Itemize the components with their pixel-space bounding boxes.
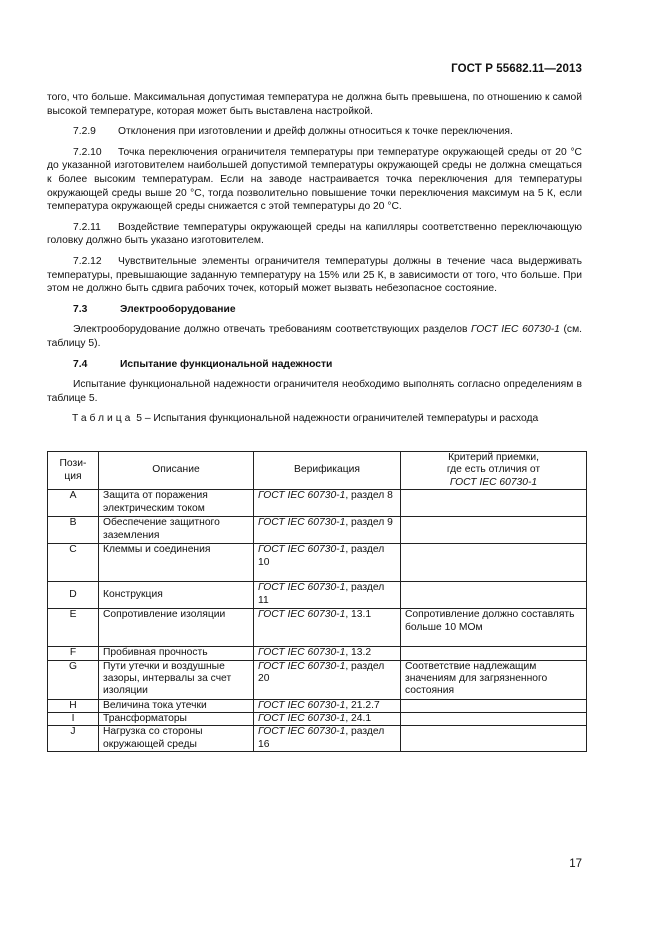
table-row [48,660,587,699]
clause-text: Точка переключения ограничителя температуры при температуре окружающей среды от 20 °С до указанной изготовителем наибольшей допустимой температуры окружающей среды не должна смещаться к более высоким температурам. Если на заводе настраивается точка переключения для температуры окружающей среды выше 20 °С, тогда позволительно повышение точки переключения максимум на 5 К, если температура окружающей среды снижается с этой температуры до 20 °С. [47,146,582,213]
section-heading-7-3 [47,303,582,317]
paragraph-text: (см. таблицу 5). [47,324,583,349]
verification-clause: , раздел 16 [258,726,385,750]
header-criteria-line: Критерий приемки, [448,452,539,463]
cell-description: Сопротивление изоляции [99,609,254,647]
section-title: Испытание функциональной надежности [120,358,333,370]
clause-text: Чувствительные элементы ограничителя температуры должны в течение часа выдерживать температуры, превышающие заданную температуру на 15% или 25 К, в зависимости от того, что больше. При этом не должно быть сдвига рабочих точек, который может вызвать небезопасное состояние. [47,255,582,295]
cell-verification [254,582,401,609]
cell-criteria [401,490,587,517]
verification-ref: ГОСТ IEC 60730-1 [258,609,346,621]
clause-7-2-9 [47,125,582,139]
cell-description: Нагрузка со стороны окружающей среды [99,726,254,752]
paragraph-electrical [47,323,582,350]
verification-clause: , 21.2.7 [345,699,380,711]
verification-clause: , раздел 20 [258,660,385,685]
header-criteria-ref: ГОСТ IEC 60730-1 [449,476,538,488]
header-description: Описание [99,452,254,490]
paragraph-text: Электрооборудование должно отвечать требованиям соответствующих разделов [73,324,472,336]
cell-verification [254,609,401,647]
table-caption-text: 5 – Испытания функциональной надежности ограничителей темпераtуры и расхода [133,413,539,425]
verification-ref: ГОСТ IEC 60730-1 [258,726,346,738]
verification-ref: ГОСТ IEC 60730-1 [258,517,346,529]
verification-clause: , раздел 10 [258,544,385,568]
verification-clause: , раздел 8 [345,490,393,502]
cell-position: J [48,726,99,752]
table-row [48,582,587,609]
clause-number: 7.2.11 [73,221,101,233]
cell-verification [254,726,401,752]
cell-verification [254,699,401,712]
clause-text: Воздействие температуры окружающей среды на капилляры соответственно переключающую головку должно быть указано изготовителем. [47,221,582,247]
cell-position: F [48,647,99,660]
verification-ref: ГОСТ IEC 60730-1 [258,713,346,725]
clause-number: 7.2.12 [73,255,102,267]
cell-position: C [48,544,99,582]
cell-position: A [48,490,99,517]
cell-description: Клеммы и соединения [99,544,254,582]
cell-description: Величина тока утечки [99,699,254,712]
cell-position: I [48,713,99,726]
cell-description: Защита от поражения электрическим током [99,490,254,517]
table-row [48,609,587,647]
table-caption [72,412,582,426]
cell-criteria [401,582,587,609]
verification-clause: , 13.2 [345,647,372,659]
cell-criteria [401,544,587,582]
verification-clause: , раздел 11 [258,582,385,606]
cell-criteria [401,713,587,726]
verification-ref: ГОСТ IEC 60730-1 [258,544,346,556]
clause-number: 7.2.9 [73,126,96,138]
clause-number: 7.2.10 [73,146,102,158]
reliability-tests-table [47,451,587,752]
cell-verification [254,713,401,726]
cell-verification [254,517,401,544]
document-body [47,91,582,432]
section-title: Электрооборудование [120,303,236,315]
section-heading-7-4 [47,358,582,372]
cell-criteria: Соответствие надлежащим значениям для загрязненного состояния [401,660,587,699]
cell-position: G [48,660,99,699]
clause-text: Отклонения при изготовлении и дрейф должны относиться к точке переключения. [118,126,513,138]
table-row [48,517,587,544]
cell-description: Конструкция [99,582,254,609]
cell-position: E [48,609,99,647]
cell-position: B [48,517,99,544]
header-verification: Верификация [254,452,401,490]
cell-criteria [401,517,587,544]
paragraph-reliability: Испытание функциональной надежности ограничителя необходимо выполнять согласно определениям в таблице 5. [47,379,582,404]
table-row [48,490,587,517]
table-caption-word: Таблица [72,413,134,425]
cell-description: Пути утечки и воздушные зазоры, интервалы за счет изоляции [99,660,254,699]
cell-verification [254,544,401,582]
table-row [48,544,587,582]
clause-7-2-12 [47,255,582,296]
verification-ref: ГОСТ IEC 60730-1 [258,699,346,711]
table-row [48,647,587,660]
header-criteria [401,452,587,490]
cell-criteria [401,726,587,752]
header-criteria-line: где есть отличия от [446,464,541,476]
cell-description: Пробивная прочность [99,647,254,660]
cell-criteria [401,647,587,660]
document-header: ГОСТ Р 55682.11—2013 [451,63,582,75]
cell-description: Обеспечение защитного заземления [99,517,254,544]
cell-criteria [401,699,587,712]
cell-verification [254,660,401,699]
cell-verification [254,490,401,517]
table-row [48,713,587,726]
verification-ref: ГОСТ IEC 60730-1 [258,582,346,594]
verification-ref: ГОСТ IEC 60730-1 [258,660,346,672]
cell-position: H [48,699,99,712]
table-header-row [48,452,587,490]
header-position: Пози-ция [48,452,99,490]
verification-ref: ГОСТ IEC 60730-1 [258,490,346,502]
verification-clause: , раздел 9 [345,517,393,529]
page-number: 17 [569,858,582,870]
table-row [48,699,587,712]
cell-verification [254,647,401,660]
clause-7-2-11 [47,221,582,248]
verification-clause: , 24.1 [345,713,372,725]
paragraph-continuation: того, что больше. Максимальная допустимая температура не должна быть превышена, по отношению к самой высокой температуре, которая может быть выставлена настройкой. [47,92,582,117]
table-row [48,726,587,752]
verification-ref: ГОСТ IEC 60730-1 [258,647,346,659]
section-number: 7.4 [73,358,88,370]
cell-criteria: Сопротивление должно составлять больше 10 МОм [401,609,587,647]
clause-7-2-10 [47,146,582,214]
cell-description: Трансформаторы [99,713,254,726]
verification-clause: , 13.1 [345,609,372,621]
section-number: 7.3 [73,303,88,315]
cell-position: D [48,582,99,609]
standard-reference: ГОСТ IEC 60730-1 [471,324,560,336]
